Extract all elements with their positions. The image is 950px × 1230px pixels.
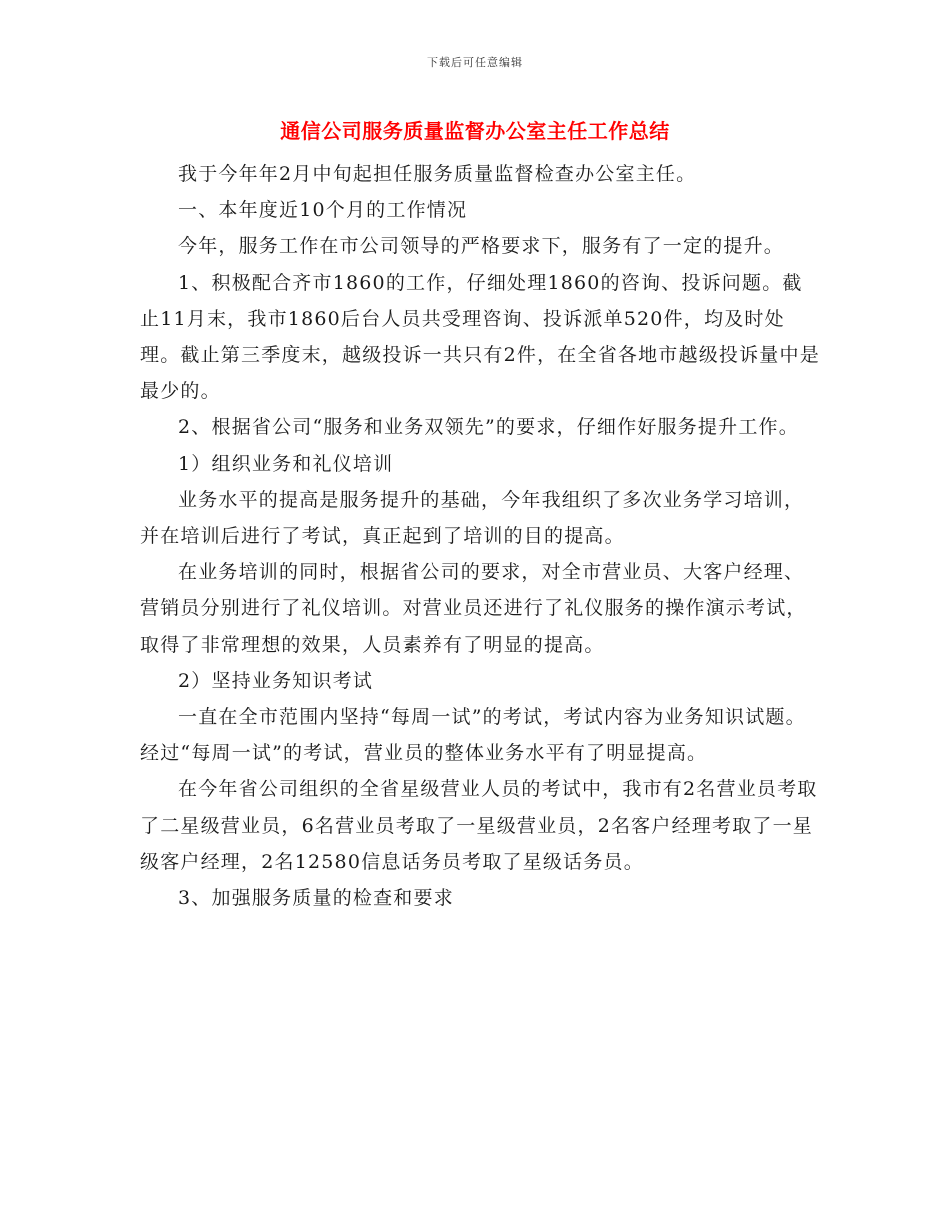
subsection-heading: 2）坚持业务知识考试 bbox=[178, 669, 374, 692]
document-body bbox=[140, 156, 820, 916]
paragraph: 业务水平的提高是服务提升的基础，今年我组织了多次业务学习培训，并在培训后进行了考试，真正起到了培训的目的提高。 bbox=[140, 488, 805, 548]
paragraph: 今年，服务工作在市公司领导的严格要求下，服务有了一定的提升。 bbox=[178, 235, 785, 258]
paragraph: 在今年省公司组织的全省星级营业人员的考试中，我市有2名营业员考取了二星级营业员，6名营业员考取了一星级营业员，2名客户经理考取了一星级客户经理，2名12580信息话务员考取了星级话务员。 bbox=[140, 778, 818, 873]
paragraph: 1、积极配合齐市1860的工作，仔细处理1860的咨询、投诉问题。截止11月末，我市1860后台人员共受理咨询、投诉派单520件，均及时处理。截止第三季度末，越级投诉一共只有2件，在全省各地市越级投诉量中是最少的。 bbox=[140, 271, 820, 403]
section-heading: 一、本年度近10个月的工作情况 bbox=[178, 199, 468, 222]
header-note: 下载后可任意编辑 bbox=[427, 56, 523, 69]
document-title: 通信公司服务质量监督办公室主任工作总结 bbox=[280, 119, 670, 143]
paragraph: 在业务培训的同时，根据省公司的要求，对全市营业员、大客户经理、营销员分别进行了礼仪培训。对营业员还进行了礼仪服务的操作演示考试，取得了非常理想的效果，人员素养有了明显的提高。 bbox=[140, 561, 807, 656]
paragraph: 2、根据省公司“服务和业务双领先”的要求，仔细作好服务提升工作。 bbox=[178, 416, 799, 439]
subsection-heading: 1）组织业务和礼仪培训 bbox=[178, 452, 394, 475]
paragraph: 一直在全市范围内坚持“每周一试”的考试，考试内容为业务知识试题。经过“每周一试”的考试，营业员的整体业务水平有了明显提高。 bbox=[140, 706, 806, 765]
paragraph: 3、加强服务质量的检查和要求 bbox=[178, 887, 454, 910]
paragraph: 我于今年年2月中旬起担任服务质量监督检查办公室主任。 bbox=[178, 163, 697, 185]
